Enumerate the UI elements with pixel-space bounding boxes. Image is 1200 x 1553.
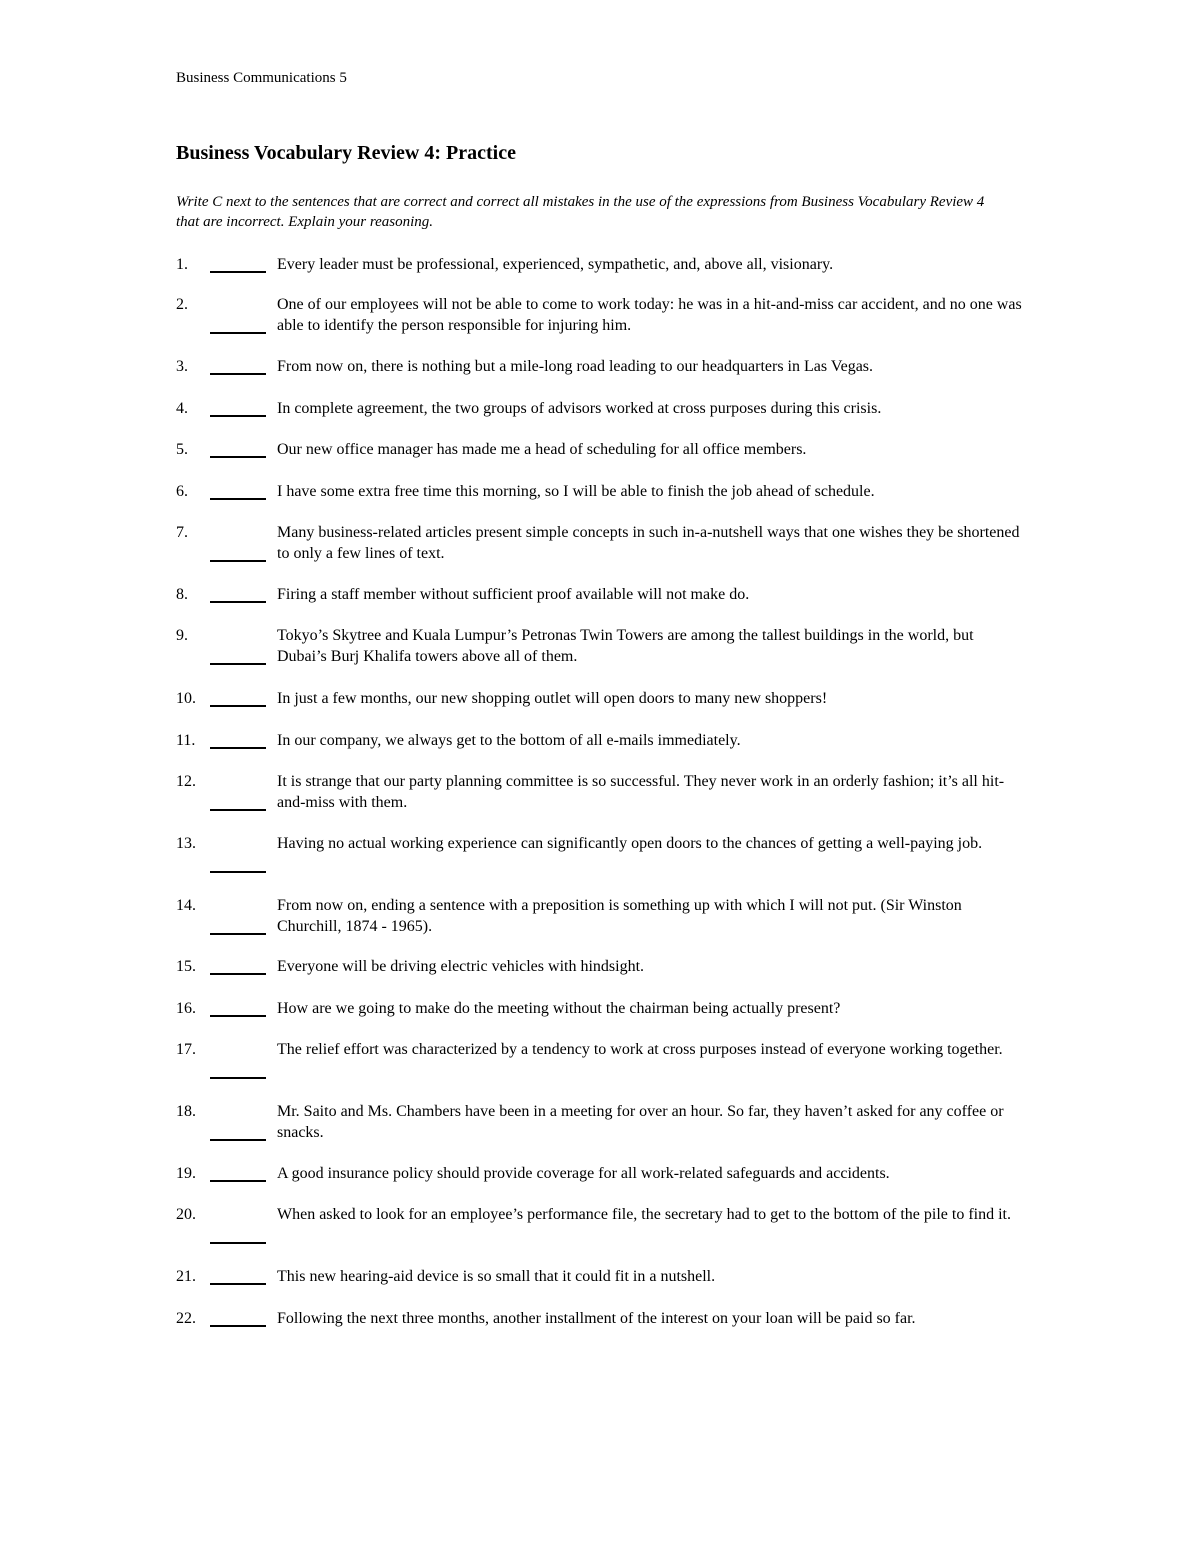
question-item [176,1101,1036,1151]
answer-blank[interactable] [210,1062,266,1079]
question-item [176,625,1036,675]
question-number: 11. [176,732,196,749]
question-text: Our new office manager has made me a head of scheduling for all office members. [277,441,807,458]
question-item [176,1308,1036,1358]
question-number: 9. [176,627,188,644]
question-text: In just a few months, our new shopping outlet will open doors to many new shoppers! [277,690,828,707]
question-number: 17. [176,1041,196,1058]
question-number: 22. [176,1310,196,1327]
running-header: Business Communications 5 [176,70,347,86]
answer-blank[interactable] [210,256,266,273]
question-number: 4. [176,400,188,417]
question-number: 3. [176,358,188,375]
question-text: Following the next three months, another installment of the interest on your loan will be paid so far. [277,1310,916,1327]
answer-blank[interactable] [210,1165,266,1182]
question-number: 19. [176,1165,196,1182]
question-number: 8. [176,586,188,603]
answer-blank[interactable] [210,690,266,707]
question-item [176,833,1036,883]
question-text: How are we going to make do the meeting without the chairman being actually present? [277,1000,841,1017]
question-text: It is strange that our party planning committee is so successful. They never work in an orderly fashion; it’s all hit-and-miss with them. [277,773,1005,811]
question-text: Many business-related articles present simple concepts in such in-a-nutshell ways that one wishes they be shortened to only a few lines of text. [277,524,1020,562]
answer-blank[interactable] [210,483,266,500]
question-text: In complete agreement, the two groups of advisors worked at cross purposes during this crisis. [277,400,882,417]
question-number: 16. [176,1000,196,1017]
question-text: When asked to look for an employee’s performance file, the secretary had to get to the bottom of the pile to find it. [277,1206,1011,1223]
question-number: 18. [176,1103,196,1120]
question-text: One of our employees will not be able to come to work today: he was in a hit-and-miss car accident, and no one was able to identify the person responsible for injuring him. [277,296,1022,334]
answer-blank[interactable] [210,441,266,458]
question-number: 12. [176,773,196,790]
answer-blank[interactable] [210,958,266,975]
question-text: Tokyo’s Skytree and Kuala Lumpur’s Petronas Twin Towers are among the tallest buildings in the world, but Dubai’s Burj Khalifa towers above all of them. [277,627,974,665]
answer-blank[interactable] [210,358,266,375]
question-text: A good insurance policy should provide coverage for all work-related safeguards and accidents. [277,1165,890,1182]
instructions: Write C next to the sentences that are correct and correct all mistakes in the use of the expressions from Business Vocabulary Review 4 that are incorrect. Explain your reasoning. [176,194,985,230]
answer-blank[interactable] [210,545,266,562]
question-text: From now on, ending a sentence with a preposition is something up with which I will not put. (Sir Winston Churchill, 1874 - 1965). [277,897,962,935]
question-number: 15. [176,958,196,975]
answer-blank[interactable] [210,648,266,665]
question-text: Mr. Saito and Ms. Chambers have been in a meeting for over an hour. So far, they haven’t asked for any coffee or snacks. [277,1103,1004,1141]
question-text: From now on, there is nothing but a mile-long road leading to our headquarters in Las Vegas. [277,358,874,375]
answer-blank[interactable] [210,1000,266,1017]
question-number: 14. [176,897,196,914]
question-text: The relief effort was characterized by a tendency to work at cross purposes instead of everyone working together. [277,1041,1003,1058]
question-number: 21. [176,1268,196,1285]
question-text: Firing a staff member without sufficient proof available will not make do. [277,586,750,603]
question-number: 1. [176,256,188,273]
question-number: 10. [176,690,196,707]
question-text: Having no actual working experience can significantly open doors to the chances of getting a well-paying job. [277,835,983,852]
question-number: 7. [176,524,188,541]
answer-blank[interactable] [210,1268,266,1285]
answer-blank[interactable] [210,794,266,811]
answer-blank[interactable] [210,1227,266,1244]
question-text: This new hearing-aid device is so small that it could fit in a nutshell. [277,1268,716,1285]
answer-blank[interactable] [210,400,266,417]
question-item [176,294,1036,344]
question-text: Every leader must be professional, experienced, sympathetic, and, above all, visionary. [277,256,834,273]
question-number: 6. [176,483,188,500]
question-number: 13. [176,835,196,852]
answer-blank[interactable] [210,732,266,749]
question-text: Everyone will be driving electric vehicles with hindsight. [277,958,645,975]
question-number: 5. [176,441,188,458]
answer-blank[interactable] [210,1310,266,1327]
question-item [176,522,1036,572]
question-number: 20. [176,1206,196,1223]
question-item [176,895,1036,945]
question-item [176,1039,1036,1089]
answer-blank[interactable] [210,586,266,603]
answer-blank[interactable] [210,317,266,334]
answer-blank[interactable] [210,918,266,935]
question-number: 2. [176,296,188,313]
answer-blank[interactable] [210,1124,266,1141]
question-text: I have some extra free time this morning, so I will be able to finish the job ahead of schedule. [277,483,875,500]
question-text: In our company, we always get to the bottom of all e-mails immediately. [277,732,741,749]
answer-blank[interactable] [210,856,266,873]
question-item [176,1204,1036,1254]
question-item [176,771,1036,821]
page-title: Business Vocabulary Review 4: Practice [176,142,516,164]
